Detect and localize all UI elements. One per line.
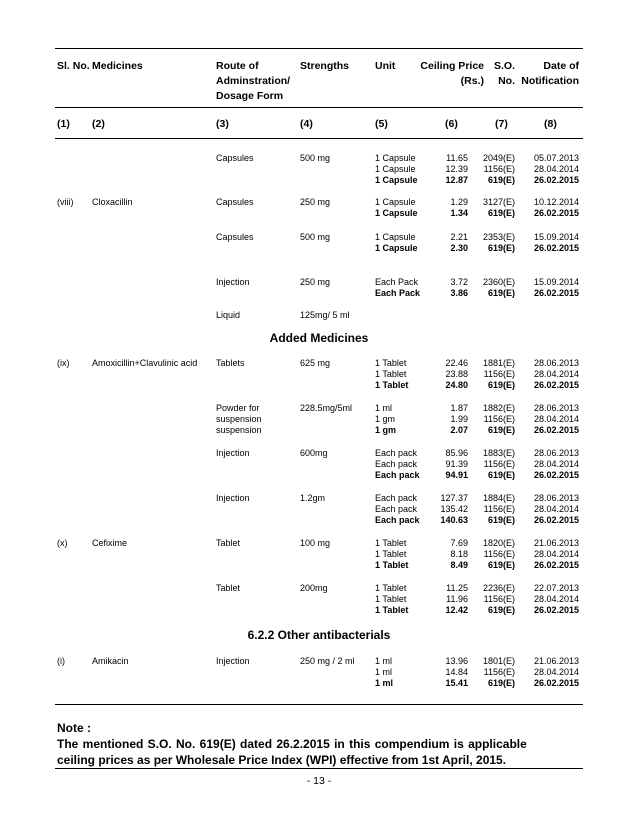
dosage-form-cell: suspension [216,425,262,435]
notification-date-cell: 28.04.2014 [533,667,579,677]
ceiling-price-cell: 3.86 [450,288,468,298]
notification-date-cell: 28.04.2014 [533,459,579,469]
ceiling-price-cell: 11.96 [446,594,468,604]
header-medicines: Medicines [92,60,143,72]
unit-cell: 1 ml [375,656,393,666]
unit-cell: 1 Tablet [375,358,407,368]
strength-cell: 250 mg [300,197,331,207]
column-number-2: (2) [92,118,105,130]
sl-no-cell: (i) [57,656,65,666]
strength-cell: 228.5mg/5ml [300,403,353,413]
dosage-form-cell: Tablet [216,583,241,593]
ceiling-price-cell: 2.21 [450,232,468,242]
unit-cell: 1 Tablet [375,583,407,593]
notification-date-cell: 28.04.2014 [533,594,579,604]
so-number-cell: 1156(E) [483,594,515,604]
so-number-cell: 619(E) [487,288,515,298]
section-added-medicines: Added Medicines [269,331,369,345]
dosage-form-cell: Injection [216,277,250,287]
notification-date-cell: 26.02.2015 [533,243,579,253]
unit-cell: Each Pack [375,277,419,287]
ceiling-price-cell: 2.30 [450,243,468,253]
so-number-cell: 619(E) [487,560,515,570]
notification-date-cell: 28.04.2014 [533,164,579,174]
so-number-cell: 1156(E) [483,414,515,424]
unit-cell: Each pack [375,448,418,458]
unit-cell: 1 Capsule [375,232,416,242]
so-number-cell: 1156(E) [483,164,515,174]
unit-cell: 1 Capsule [375,164,416,174]
notification-date-cell: 10.12.2014 [533,197,579,207]
unit-cell: Each Pack [375,288,421,298]
unit-cell: 1 ml [375,403,393,413]
column-number-4: (4) [300,118,313,130]
footer-rule [55,768,583,769]
notification-date-cell: 28.06.2013 [533,448,579,458]
notification-date-cell: 21.06.2013 [533,538,579,548]
so-number-cell: 1820(E) [482,538,515,548]
ceiling-price-cell: 1.99 [450,414,468,424]
ceiling-price-cell: 23.88 [445,369,468,379]
ceiling-price-cell: 91.39 [445,459,468,469]
ceiling-price-cell: 12.87 [445,175,468,185]
ceiling-price-cell: 24.80 [445,380,468,390]
so-number-cell: 1883(E) [482,448,515,458]
unit-cell: 1 Tablet [375,594,407,604]
unit-cell: Each pack [375,493,418,503]
so-number-cell: 619(E) [487,243,515,253]
notification-date-cell: 28.04.2014 [533,414,579,424]
unit-cell: 1 Tablet [375,549,407,559]
note-title: Note : [57,721,91,735]
header-date: Date of Notification [521,60,579,87]
notification-date-cell: 28.06.2013 [533,358,579,368]
so-number-cell: 619(E) [487,208,515,218]
sl-no-cell: (ix) [57,358,70,368]
ceiling-price-cell: 12.39 [445,164,468,174]
strength-cell: 625 mg [300,358,331,368]
dosage-form-cell: Tablets [216,358,245,368]
unit-cell: Each pack [375,504,418,514]
notification-date-cell: 26.02.2015 [533,288,579,298]
header-unit: Unit [375,60,396,72]
strength-cell: 100 mg [300,538,331,548]
unit-cell: 1 Tablet [375,380,409,390]
notification-date-cell: 26.02.2015 [533,175,579,185]
header-so-no: S.O. No. [493,60,515,87]
ceiling-price-cell: 14.84 [445,667,468,677]
strength-cell: 125mg/ 5 ml [300,310,350,320]
strength-cell: 200mg [300,583,328,593]
unit-cell: 1 Tablet [375,560,409,570]
notification-date-cell: 26.02.2015 [533,425,579,435]
dosage-form-cell: Injection [216,656,250,666]
header-ceiling-price: Ceiling Price (Rs.) [420,60,484,87]
so-number-cell: 1882(E) [482,403,515,413]
notification-date-cell: 28.04.2014 [533,549,579,559]
page-number: - 13 - [306,775,332,787]
so-number-cell: 619(E) [487,175,515,185]
ceiling-price-cell: 22.46 [445,358,468,368]
ceiling-price-cell: 12.42 [445,605,468,615]
header-bottom-rule [55,138,583,139]
column-number-3: (3) [216,118,229,130]
so-number-cell: 1156(E) [483,369,515,379]
medicine-name-cell: Cloxacillin [92,197,133,207]
ceiling-price-cell: 127.37 [440,493,468,503]
so-number-cell: 3127(E) [482,197,515,207]
notification-date-cell: 28.06.2013 [533,403,579,413]
so-number-cell: 1884(E) [482,493,515,503]
ceiling-price-cell: 1.29 [450,197,468,207]
so-number-cell: 1156(E) [483,504,515,514]
so-number-cell: 619(E) [487,380,515,390]
ceiling-price-cell: 8.18 [450,549,468,559]
header-strengths: Strengths [300,60,350,72]
notification-date-cell: 15.09.2014 [533,277,579,287]
unit-cell: Each pack [375,470,420,480]
notification-date-cell: 28.04.2014 [533,504,579,514]
unit-cell: 1 gm [375,414,396,424]
so-number-cell: 619(E) [487,470,515,480]
header-route: Route of Adminstration/ Dosage Form [216,60,291,102]
so-number-cell: 619(E) [487,678,515,688]
so-number-cell: 619(E) [487,515,515,525]
dosage-form-cell: Tablet [216,538,241,548]
notification-date-cell: 28.06.2013 [533,493,579,503]
notification-date-cell: 15.09.2014 [533,232,579,242]
unit-cell: 1 ml [375,667,393,677]
sl-no-cell: (viii) [57,197,74,207]
so-number-cell: 2353(E) [482,232,515,242]
strength-cell: 500 mg [300,232,331,242]
unit-cell: 1 Tablet [375,369,407,379]
unit-cell: 1 Capsule [375,175,418,185]
note-line-2: ceiling prices as per Wholesale Price Index (WPI) effective from 1st April, 2015. [57,753,507,767]
so-number-cell: 1881(E) [482,358,515,368]
medicine-name-cell: Cefixime [92,538,128,548]
unit-cell: Each pack [375,515,420,525]
dosage-form-cell: Injection [216,448,250,458]
column-number-8: (8) [544,118,557,130]
notification-date-cell: 22.07.2013 [533,583,579,593]
section-other-antibacterials: 6.2.2 Other antibacterials [247,628,391,642]
dosage-form-cell: Capsules [216,153,254,163]
so-number-cell: 619(E) [487,425,515,435]
dosage-form-cell: Capsules [216,232,254,242]
so-number-cell: 1156(E) [483,459,515,469]
medicine-name-cell: Amoxicillin+Clavulinic acid [92,358,198,368]
ceiling-price-cell: 1.87 [450,403,468,413]
unit-cell: 1 Capsule [375,153,416,163]
dosage-form-cell: Powder for [216,403,260,413]
notification-date-cell: 21.06.2013 [533,656,579,666]
header-sl-no: Sl. No. [57,60,90,72]
header-mid-rule [55,107,583,108]
notification-date-cell: 26.02.2015 [533,560,579,570]
ceiling-price-cell: 85.96 [445,448,468,458]
unit-cell: 1 Capsule [375,197,416,207]
so-number-cell: 2049(E) [482,153,515,163]
ceiling-price-cell: 94.91 [445,470,468,480]
ceiling-price-cell: 15.41 [445,678,468,688]
ceiling-price-cell: 140.63 [440,515,468,525]
unit-cell: 1 ml [375,678,394,688]
so-number-cell: 1156(E) [483,667,515,677]
strength-cell: 250 mg / 2 ml [300,656,355,666]
unit-cell: 1 Tablet [375,605,409,615]
dosage-form-cell: Capsules [216,197,254,207]
strength-cell: 600mg [300,448,328,458]
unit-cell: 1 Tablet [375,538,407,548]
strength-cell: 500 mg [300,153,331,163]
strength-cell: 1.2gm [300,493,326,503]
note-line-1: The mentioned S.O. No. 619(E) dated 26.2.2015 in this compendium is applicable [57,737,527,751]
ceiling-price-cell: 2.07 [450,425,468,435]
notification-date-cell: 28.04.2014 [533,369,579,379]
ceiling-price-cell: 13.96 [445,656,468,666]
unit-cell: 1 gm [375,425,397,435]
unit-cell: 1 Capsule [375,208,418,218]
header-top-rule [55,48,583,49]
ceiling-price-cell: 1.34 [450,208,468,218]
notification-date-cell: 26.02.2015 [533,678,579,688]
dosage-form-cell: Injection [216,493,250,503]
column-number-1: (1) [57,118,70,130]
notification-date-cell: 26.02.2015 [533,515,579,525]
dosage-form-cell: suspension [216,414,262,424]
ceiling-price-cell: 8.49 [450,560,468,570]
so-number-cell: 1156(E) [483,549,515,559]
unit-cell: Each pack [375,459,418,469]
so-number-cell: 619(E) [487,605,515,615]
ceiling-price-cell: 7.69 [450,538,468,548]
so-number-cell: 2360(E) [482,277,515,287]
notification-date-cell: 26.02.2015 [533,470,579,480]
ceiling-price-cell: 135.42 [440,504,468,514]
notification-date-cell: 26.02.2015 [533,380,579,390]
notification-date-cell: 05.07.2013 [533,153,579,163]
column-number-6: (6) [445,118,458,130]
sl-no-cell: (x) [57,538,68,548]
column-number-7: (7) [495,118,508,130]
medicine-name-cell: Amikacin [92,656,129,666]
unit-cell: 1 Capsule [375,243,418,253]
strength-cell: 250 mg [300,277,331,287]
column-number-5: (5) [375,118,388,130]
so-number-cell: 1801(E) [482,656,515,666]
ceiling-price-cell: 11.25 [446,583,468,593]
ceiling-price-cell: 3.72 [450,277,468,287]
so-number-cell: 2236(E) [482,583,515,593]
notification-date-cell: 26.02.2015 [533,605,579,615]
note-rule [55,704,583,705]
dosage-form-cell: Liquid [216,310,241,320]
ceiling-price-cell: 11.65 [446,153,468,163]
notification-date-cell: 26.02.2015 [533,208,579,218]
